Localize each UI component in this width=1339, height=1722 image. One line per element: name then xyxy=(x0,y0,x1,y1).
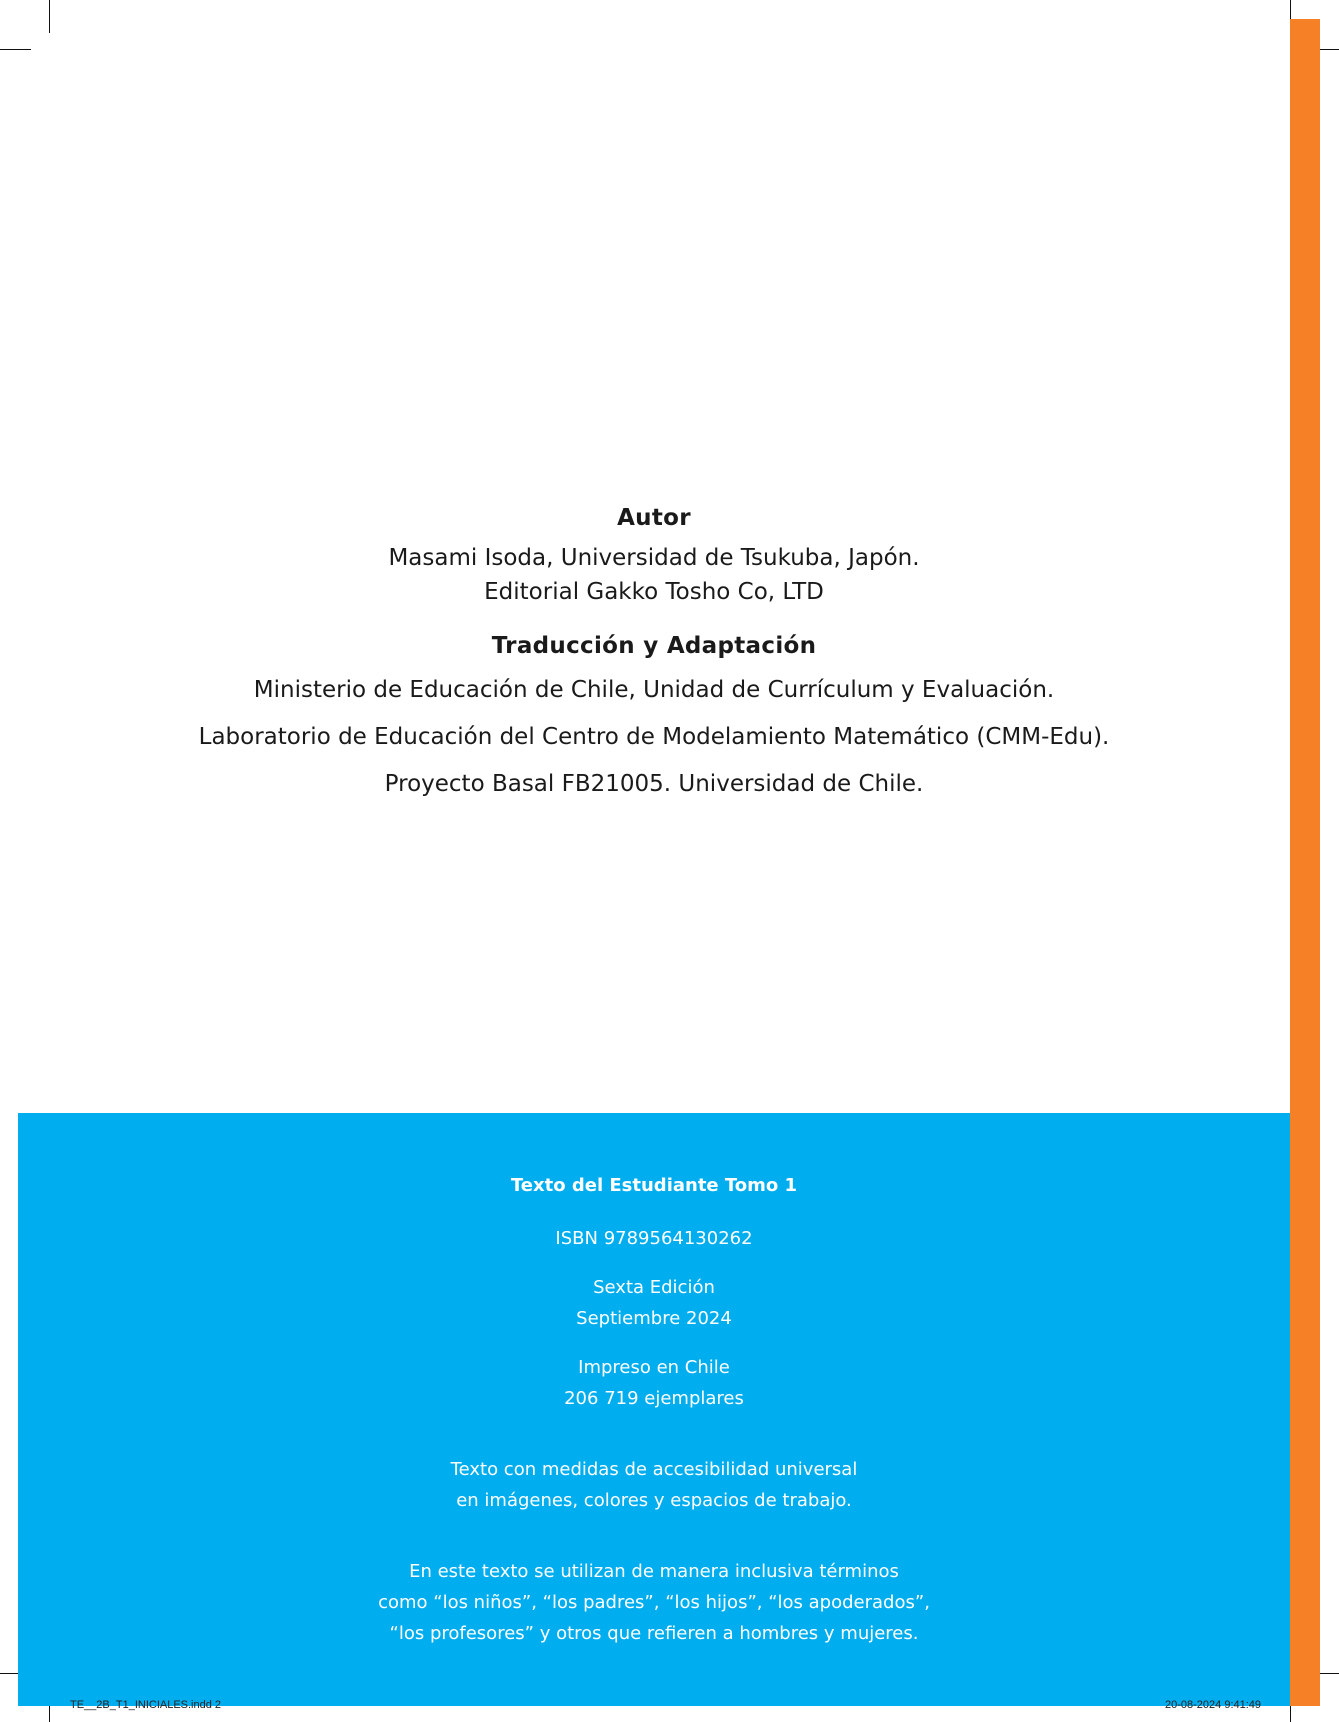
colophon-inclusive-line-1: En este texto se utilizan de manera inclusiva términos xyxy=(409,1561,899,1582)
colophon-accessibility-line-1: Texto con medidas de accesibilidad universal xyxy=(450,1459,858,1480)
colophon-isbn: ISBN 9789564130262 xyxy=(555,1228,753,1249)
crop-mark-top-left-vertical xyxy=(49,0,50,33)
orange-spine-strip xyxy=(1290,19,1320,1706)
colophon-title: Texto del Estudiante Tomo 1 xyxy=(510,1175,798,1196)
colophon-edition-group xyxy=(18,1272,1290,1334)
translation-line-3: Proyecto Basal FB21005. Universidad de Chile. xyxy=(384,771,924,797)
author-line-2: Editorial Gakko Tosho Co, LTD xyxy=(484,579,824,605)
colophon-content xyxy=(18,1170,1290,1649)
colophon-inclusive-group xyxy=(18,1556,1290,1649)
colophon-print-group xyxy=(18,1352,1290,1414)
colophon-inclusive-line-2: como “los niños”, “los padres”, “los hijos”, “los apoderados”, xyxy=(378,1592,930,1613)
slug-timestamp: 20-08-2024 9:41:49 xyxy=(1165,1699,1262,1711)
translation-line-1: Ministerio de Educación de Chile, Unidad de Currículum y Evaluación. xyxy=(253,677,1055,703)
author-heading: Autor xyxy=(617,505,691,531)
colophon-date: Septiembre 2024 xyxy=(576,1308,732,1329)
colophon-printed: Impreso en Chile xyxy=(578,1357,730,1378)
colophon-edition: Sexta Edición xyxy=(593,1277,715,1298)
colophon-accessibility-line-2: en imágenes, colores y espacios de trabajo. xyxy=(456,1490,852,1511)
translation-heading: Traducción y Adaptación xyxy=(491,633,817,659)
colophon-inclusive-line-3: “los profesores” y otros que refieren a hombres y mujeres. xyxy=(389,1623,919,1644)
slug-filename: TE__2B_T1_INICIALES.indd 2 xyxy=(70,1699,222,1711)
colophon-copies: 206 719 ejemplares xyxy=(564,1388,744,1409)
author-line-1: Masami Isoda, Universidad de Tsukuba, Japón. xyxy=(388,545,920,571)
translation-line-2: Laboratorio de Educación del Centro de Modelamiento Matemático (CMM-Edu). xyxy=(198,724,1110,750)
credits-block xyxy=(18,505,1290,808)
colophon-accessibility-group xyxy=(18,1454,1290,1516)
wave-border xyxy=(18,1105,1290,1135)
crop-mark-top-left-horizontal xyxy=(0,49,31,50)
